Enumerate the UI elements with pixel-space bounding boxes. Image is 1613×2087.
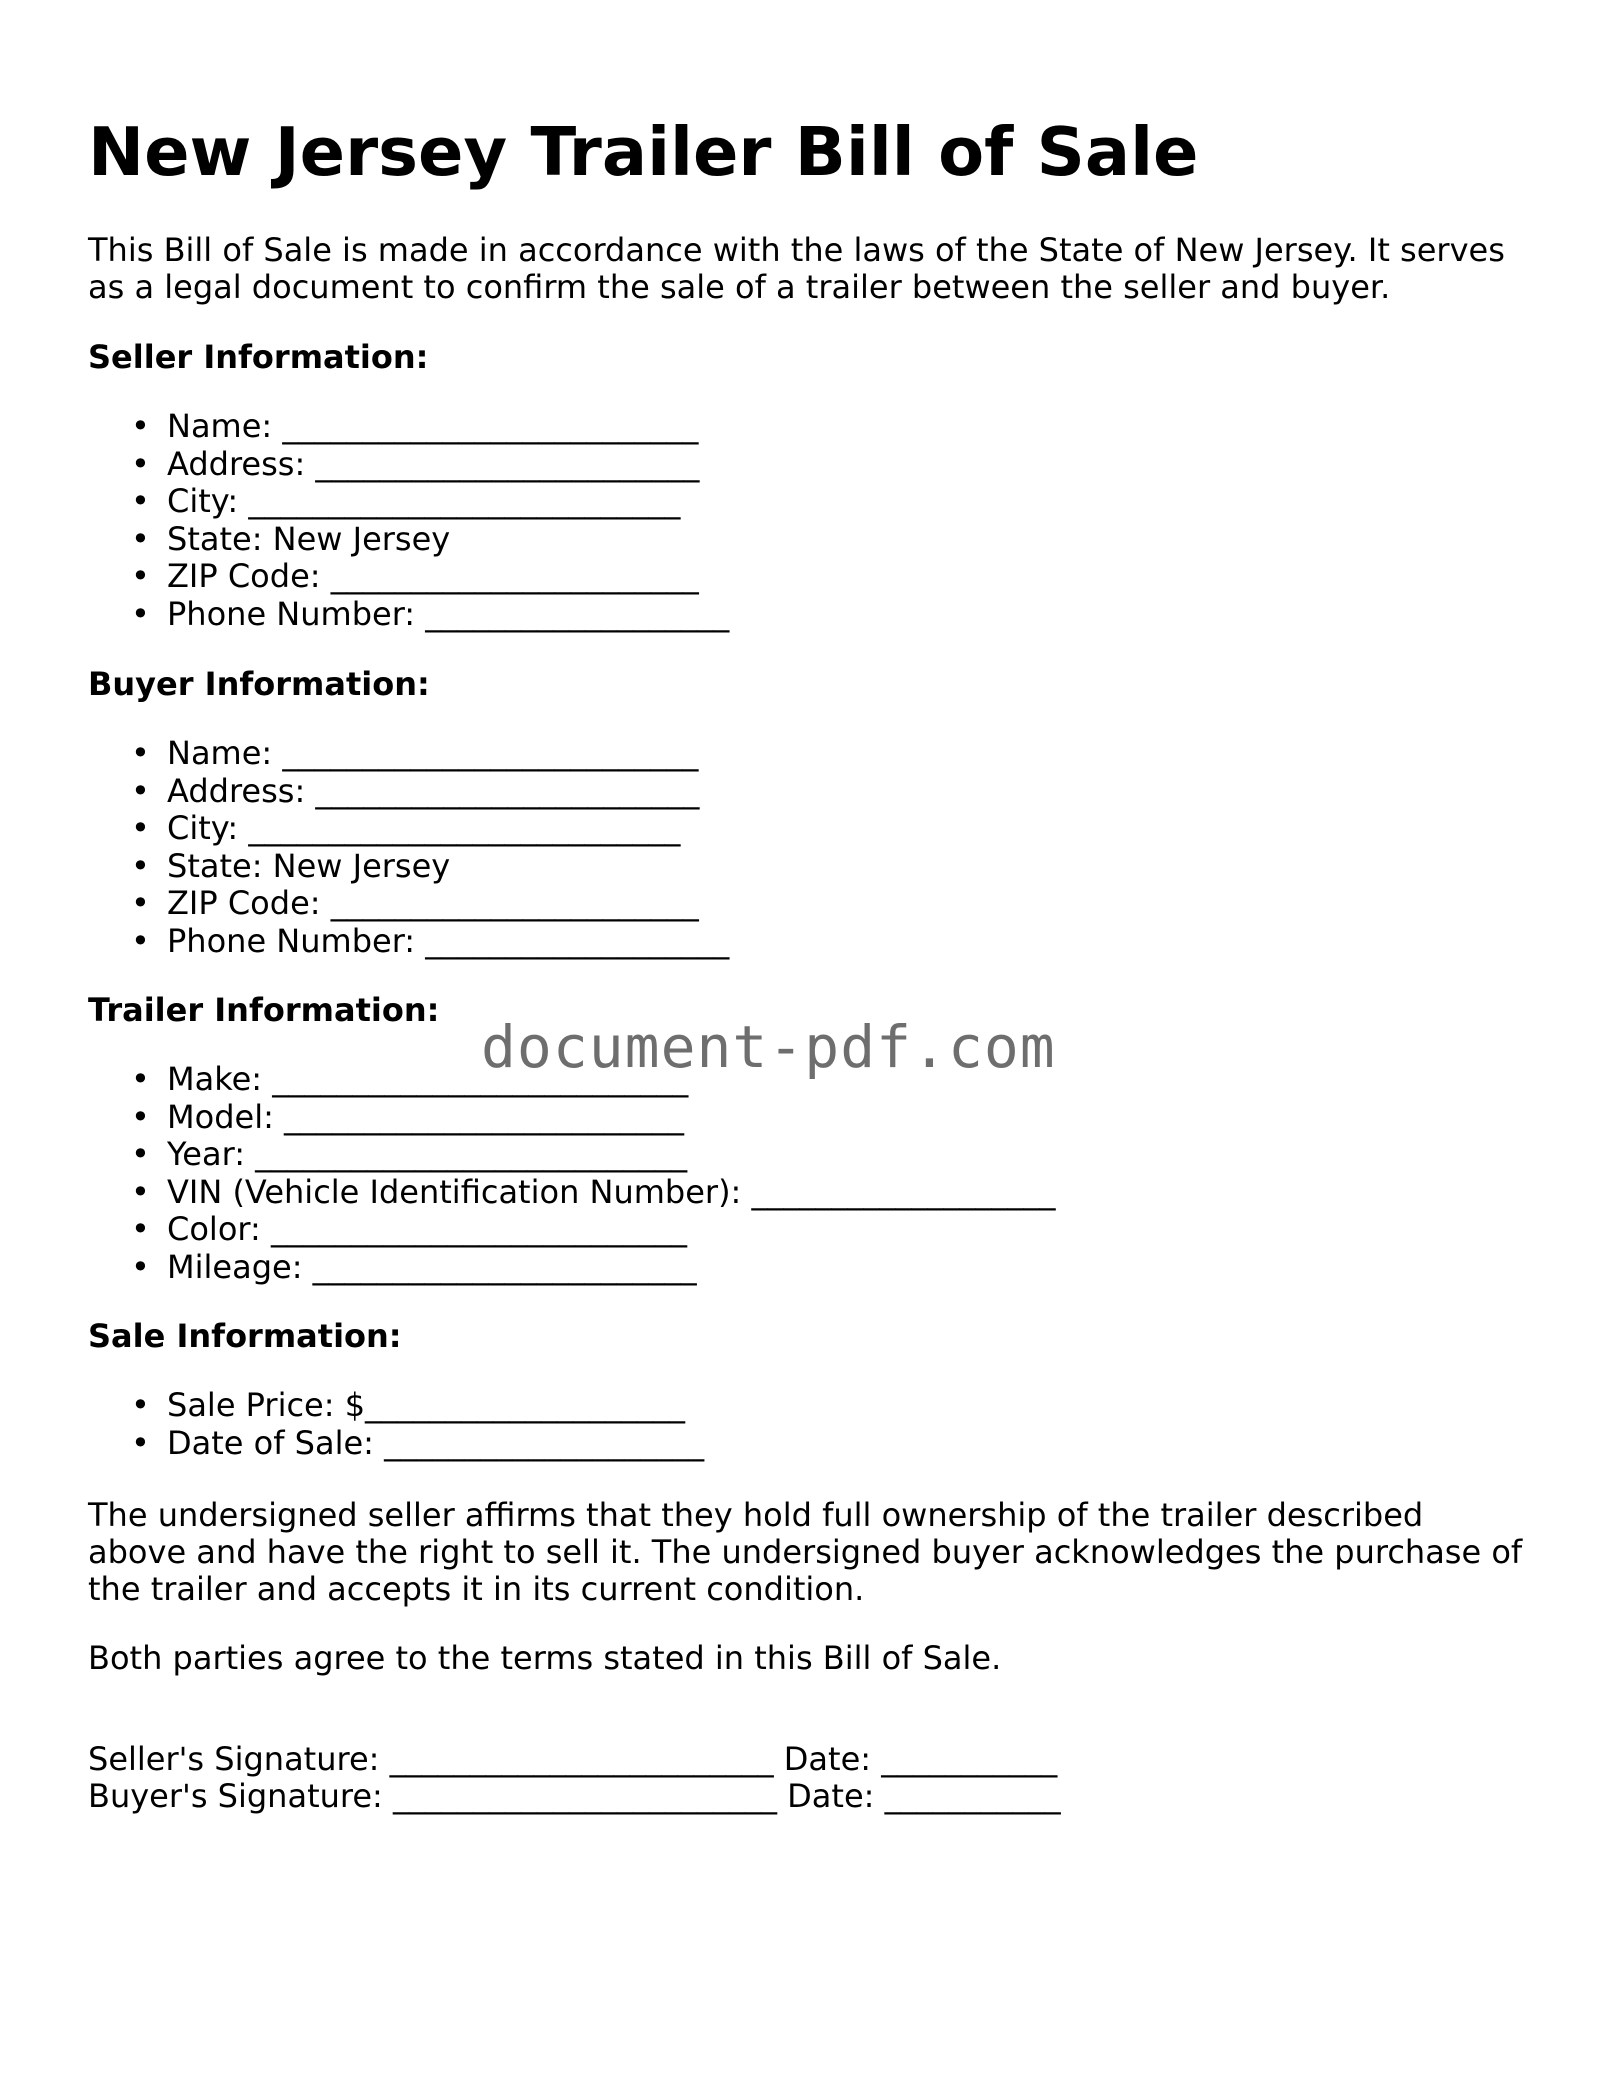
bullet: • <box>131 557 150 595</box>
seller-phone-field <box>88 596 729 634</box>
seller-zip-field <box>88 558 729 596</box>
field-text: Date of Sale: ____________________ <box>167 1423 705 1462</box>
buyer-field-list <box>88 735 729 960</box>
bullet: • <box>131 1060 150 1098</box>
buyer-name-field <box>88 735 729 773</box>
field-text: Phone Number: ___________________ <box>167 594 730 633</box>
field-text: State: New Jersey <box>167 519 451 558</box>
field-text: Color: __________________________ <box>167 1210 687 1248</box>
seller-state-field <box>88 521 729 559</box>
agreement-paragraph: Both parties agree to the terms stated in this Bill of Sale. <box>88 1639 1002 1677</box>
bullet: • <box>131 1135 150 1173</box>
bullet: • <box>131 594 150 633</box>
bullet: • <box>131 884 150 922</box>
bullet: • <box>131 921 150 960</box>
field-text: Sale Price: $____________________ <box>167 1386 686 1424</box>
field-text: ZIP Code: _______________________ <box>167 884 699 922</box>
seller-name-field <box>88 408 729 446</box>
field-text: Name: __________________________ <box>167 734 699 772</box>
field-text: State: New Jersey <box>167 846 451 885</box>
field-text: Year: ___________________________ <box>167 1135 688 1173</box>
bullet: • <box>131 1210 150 1248</box>
seller-city-field <box>88 483 729 521</box>
trailer-vin-field <box>88 1174 1056 1212</box>
sale-section-heading: Sale Information: <box>88 1317 402 1355</box>
field-text: ZIP Code: _______________________ <box>167 557 699 595</box>
watermark: document-pdf.com <box>481 1013 1056 1081</box>
bullet: • <box>131 734 150 772</box>
trailer-model-field <box>88 1099 1056 1137</box>
bullet: • <box>131 519 150 558</box>
buyer-city-field <box>88 810 729 848</box>
buyer-phone-field <box>88 923 729 961</box>
buyer-signature-line: Buyer's Signature: ________________________ Date: ___________ <box>88 1777 1061 1815</box>
buyer-state-field <box>88 848 729 886</box>
seller-section-heading: Seller Information: <box>88 338 429 376</box>
buyer-address-field <box>88 773 729 811</box>
trailer-year-field <box>88 1136 1056 1174</box>
page-title: New Jersey Trailer Bill of Sale <box>88 113 1199 191</box>
seller-signature-line: Seller's Signature: ________________________ Date: ___________ <box>88 1740 1058 1778</box>
trailer-field-list <box>88 1061 1056 1286</box>
trailer-color-field <box>88 1211 1056 1249</box>
field-text: City: ___________________________ <box>167 482 681 520</box>
bullet: • <box>131 1386 150 1424</box>
bullet: • <box>131 1097 150 1136</box>
buyer-zip-field <box>88 885 729 923</box>
seller-field-list <box>88 408 729 633</box>
bullet: • <box>131 482 150 520</box>
trailer-mileage-field <box>88 1249 1056 1287</box>
bullet: • <box>131 809 150 847</box>
affirmation-paragraph: The undersigned seller affirms that they hold full ownership of the trailer described above and have the right to sell it. The undersigned buyer acknowledges the purchase of the trailer and accepts it in its current condition. <box>88 1496 1523 1608</box>
buyer-section-heading: Buyer Information: <box>88 665 430 703</box>
bullet: • <box>131 771 150 810</box>
field-text: Make: __________________________ <box>167 1060 689 1098</box>
bullet: • <box>131 846 150 885</box>
field-text: VIN (Vehicle Identification Number): ___________________ <box>167 1172 1056 1211</box>
seller-address-field <box>88 446 729 484</box>
sale-date-field <box>88 1425 704 1463</box>
field-text: Address: ________________________ <box>167 444 700 483</box>
bullet: • <box>131 1172 150 1211</box>
bullet: • <box>131 1247 150 1286</box>
bullet: • <box>131 1423 150 1462</box>
bullet: • <box>131 407 150 445</box>
field-text: Mileage: ________________________ <box>167 1247 697 1286</box>
sale-field-list <box>88 1387 704 1462</box>
field-text: City: ___________________________ <box>167 809 681 847</box>
field-text: Name: __________________________ <box>167 407 699 445</box>
trailer-section-heading: Trailer Information: <box>88 991 440 1029</box>
field-text: Model: _________________________ <box>167 1097 685 1136</box>
intro-paragraph: This Bill of Sale is made in accordance with the laws of the State of New Jersey. It serves as a legal document to confirm the sale of a trailer between the seller and buyer. <box>88 231 1505 306</box>
bullet: • <box>131 444 150 483</box>
field-text: Address: ________________________ <box>167 771 700 810</box>
field-text: Phone Number: ___________________ <box>167 921 730 960</box>
sale-price-field <box>88 1387 704 1425</box>
